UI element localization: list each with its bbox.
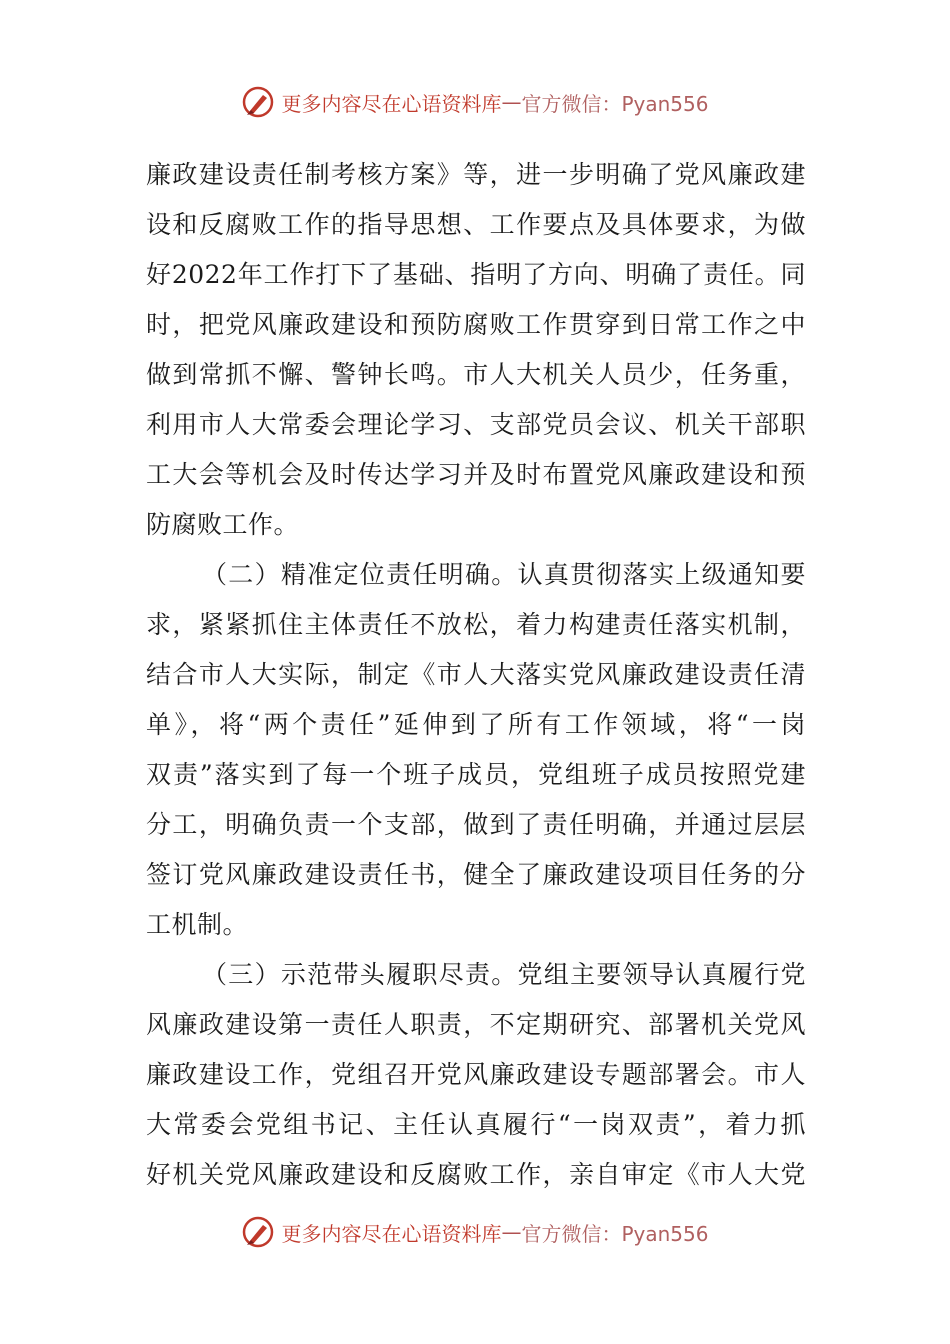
watermark-sub-text: 官方微信：Pyan556: [521, 91, 709, 116]
text-line: （二）精准定位责任明确。认真贯彻落实上级通知要: [202, 560, 806, 589]
document-body: [146, 150, 806, 1200]
text-line: 风廉政建设第一责任人职责，不定期研究、部署机关党风: [146, 1010, 806, 1039]
text-line: 时，把党风廉政建设和预防腐败工作贯穿到日常工作之中: [146, 310, 806, 339]
footer-watermark: [0, 1212, 950, 1252]
text-line: 工大会等机会及时传达学习并及时布置党风廉政建设和预: [146, 460, 806, 489]
text-line: 利用市人大常委会理论学习、支部党员会议、机关干部职: [146, 410, 806, 439]
watermark-main-text: 更多内容尽在心语资料库: [281, 91, 502, 116]
text-line: 做到常抓不懈、警钟长鸣。市人大机关人员少，任务重，: [146, 360, 806, 389]
text-line: 设和反腐败工作的指导思想、工作要点及具体要求，为做: [146, 210, 806, 239]
watermark-main-text: 更多内容尽在心语资料库: [281, 1221, 502, 1246]
watermark-sub-text: 官方微信：Pyan556: [521, 1221, 709, 1246]
text-line: 廉政建设工作，党组召开党风廉政建设专题部署会。市人: [146, 1060, 806, 1089]
header-watermark: [0, 82, 950, 122]
text-line: 廉政建设责任制考核方案》等，进一步明确了党风廉政建: [146, 160, 806, 189]
text-line: 好2022年工作打下了基础、指明了方向、明确了责任。同: [146, 260, 806, 289]
text-line: 分工，明确负责一个支部，做到了责任明确，并通过层层: [146, 810, 806, 839]
pen-logo-icon: [241, 85, 275, 119]
watermark-dash: —: [501, 1220, 522, 1244]
text-line: （三）示范带头履职尽责。党组主要领导认真履行党: [202, 960, 806, 989]
text-line: 好机关党风廉政建设和反腐败工作，亲自审定《市人大党: [146, 1160, 806, 1189]
text-line: 大常委会党组书记、主任认真履行“一岗双责”，着力抓: [146, 1110, 806, 1139]
text-line: 单》，将“两个责任”延伸到了所有工作领域，将“一岗: [146, 710, 806, 739]
text-line: 双责”落实到了每一个班子成员，党组班子成员按照党建: [146, 760, 806, 789]
text-line: 签订党风廉政建设责任书，健全了廉政建设项目任务的分: [146, 860, 806, 889]
text-line: 工机制。: [146, 910, 249, 939]
text-line: 结合市人大实际，制定《市人大落实党风廉政建设责任清: [146, 660, 806, 689]
watermark-dash: —: [501, 90, 522, 114]
pen-logo-icon: [241, 1215, 275, 1249]
text-line: 防腐败工作。: [146, 510, 300, 539]
text-line: 求，紧紧抓住主体责任不放松，着力构建责任落实机制，: [146, 610, 806, 639]
